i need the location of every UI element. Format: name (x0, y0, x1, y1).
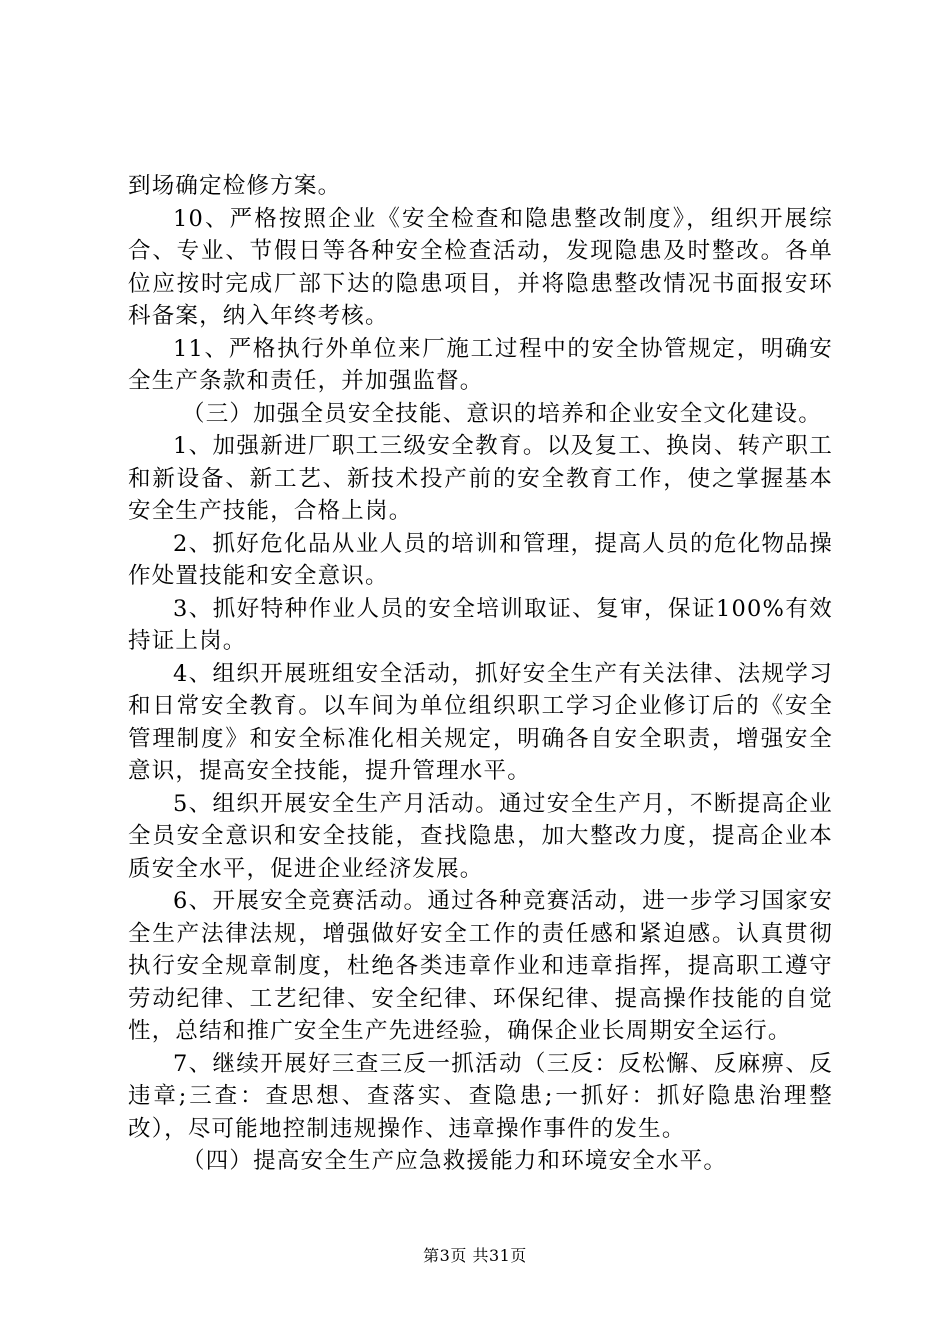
paragraph-item-7: 7、继续开展好三查三反一抓活动（三反：反松懈、反麻痹、反违章;三查：查思想、查落实、查隐患;一抓好：抓好隐患治理整改），尽可能地控制违规操作、违章操作事件的发生。 (128, 1050, 833, 1142)
paragraph-item-4: 4、组织开展班组安全活动，抓好安全生产有关法律、法规学习和日常安全教育。以车间为单位组织职工学习企业修订后的《安全管理制度》和安全标准化相关规定，明确各自安全职责，增强安全意识，提高安全技能，提升管理水平。 (128, 660, 833, 784)
paragraph-item-3: 3、抓好特种作业人员的安全培训取证、复审，保证100%有效持证上岗。 (128, 595, 833, 654)
paragraph-item-5: 5、组织开展安全生产月活动。通过安全生产月，不断提高企业全员安全意识和安全技能，查找隐患，加大整改力度，提高企业本质安全水平，促进企业经济发展。 (128, 790, 833, 882)
paragraph-item-10: 10、严格按照企业《安全检查和隐患整改制度》，组织开展综合、专业、节假日等各种安全检查活动，发现隐患及时整改。各单位应按时完成厂部下达的隐患项目，并将隐患整改情况书面报安环科备案，纳入年终考核。 (128, 205, 833, 329)
paragraph-item-1: 1、加强新进厂职工三级安全教育。以及复工、换岗、转产职工和新设备、新工艺、新技术投产前的安全教育工作，使之掌握基本安全生产技能，合格上岗。 (128, 433, 833, 524)
document-body (128, 170, 833, 1178)
section-heading-3: （三）加强全员安全技能、意识的培养和企业安全文化建设。 (182, 400, 822, 427)
paragraph-item-2: 2、抓好危化品从业人员的培训和管理，提高人员的危化物品操作处置技能和安全意识。 (128, 530, 833, 589)
section-heading-4: （四）提高安全生产应急救援能力和环境安全水平。 (182, 1148, 728, 1174)
paragraph-item-6: 6、开展安全竞赛活动。通过各种竞赛活动，进一步学习国家安全生产法律法规，增强做好安全工作的责任感和紧迫感。认真贯彻执行安全规章制度，杜绝各类违章作业和违章指挥，提高职工遵守劳动纪律、工艺纪律、安全纪律、环保纪律、提高操作技能的自觉性，总结和推广安全生产先进经验，确保企业长周期安全运行。 (128, 888, 833, 1044)
paragraph-continuation: 到场确定检修方案。 (128, 173, 342, 199)
page-number-footer: 第3页 共31页 (423, 1246, 527, 1265)
paragraph-item-11: 11、严格执行外单位来厂施工过程中的安全协管规定，明确安全生产条款和责任，并加强监督。 (128, 335, 833, 394)
